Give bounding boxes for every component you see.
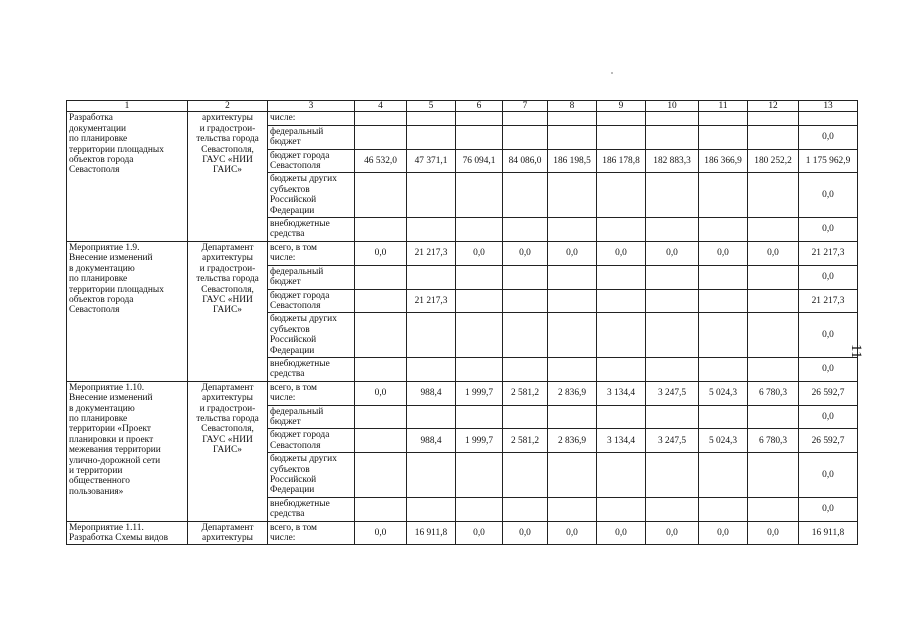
year-value-cell: 186 198,5 bbox=[548, 149, 597, 173]
column-header: 7 bbox=[503, 101, 548, 112]
year-value-cell bbox=[748, 289, 799, 313]
year-value-cell bbox=[407, 405, 456, 429]
year-value-cell: 0,0 bbox=[699, 241, 748, 265]
year-value-cell: 6 780,3 bbox=[748, 429, 799, 453]
funding-source-cell: числе: bbox=[268, 112, 355, 125]
year-value-cell bbox=[597, 313, 646, 358]
funding-source-cell: федеральный бюджет bbox=[268, 405, 355, 429]
year-value-cell: 0,0 bbox=[355, 381, 407, 405]
year-value-cell bbox=[748, 173, 799, 218]
year-value-cell bbox=[503, 218, 548, 242]
year-value-cell bbox=[456, 218, 503, 242]
year-value-cell bbox=[699, 125, 748, 149]
column-header: 11 bbox=[699, 101, 748, 112]
year-value-cell bbox=[355, 429, 407, 453]
year-value-cell: 0,0 bbox=[355, 241, 407, 265]
executor-cell: Департамент архитектуры и градострои- тельства города Севастополя, ГАУС «НИИ ГАИС» bbox=[188, 381, 268, 521]
year-value-cell bbox=[748, 453, 799, 498]
year-value-cell bbox=[699, 497, 748, 521]
total-value-cell: 26 592,7 bbox=[799, 429, 858, 453]
year-value-cell bbox=[646, 112, 699, 125]
year-value-cell bbox=[548, 125, 597, 149]
year-value-cell bbox=[407, 357, 456, 381]
year-value-cell bbox=[355, 357, 407, 381]
year-value-cell bbox=[456, 497, 503, 521]
year-value-cell bbox=[597, 405, 646, 429]
funding-source-cell: внебюджетные средства bbox=[268, 357, 355, 381]
year-value-cell: 0,0 bbox=[548, 241, 597, 265]
year-value-cell bbox=[355, 112, 407, 125]
year-value-cell bbox=[748, 497, 799, 521]
year-value-cell: 3 247,5 bbox=[646, 429, 699, 453]
funding-source-cell: внебюджетные средства bbox=[268, 497, 355, 521]
year-value-cell bbox=[646, 265, 699, 289]
year-value-cell bbox=[407, 265, 456, 289]
year-value-cell bbox=[646, 173, 699, 218]
year-value-cell: 84 086,0 bbox=[503, 149, 548, 173]
year-value-cell bbox=[597, 112, 646, 125]
year-value-cell bbox=[699, 357, 748, 381]
scan-speck bbox=[611, 72, 613, 74]
header-row bbox=[67, 101, 858, 112]
year-value-cell bbox=[699, 265, 748, 289]
year-value-cell bbox=[407, 453, 456, 498]
year-value-cell bbox=[699, 313, 748, 358]
total-value-cell: 21 217,3 bbox=[799, 241, 858, 265]
budget-table-container bbox=[66, 100, 857, 545]
column-header: 3 bbox=[268, 101, 355, 112]
column-header: 12 bbox=[748, 101, 799, 112]
year-value-cell bbox=[748, 405, 799, 429]
year-value-cell: 0,0 bbox=[597, 521, 646, 545]
year-value-cell: 0,0 bbox=[597, 241, 646, 265]
year-value-cell bbox=[646, 218, 699, 242]
budget-table bbox=[66, 100, 858, 545]
year-value-cell: 0,0 bbox=[699, 521, 748, 545]
year-value-cell bbox=[503, 453, 548, 498]
year-value-cell bbox=[355, 125, 407, 149]
year-value-cell bbox=[748, 218, 799, 242]
year-value-cell bbox=[646, 313, 699, 358]
funding-source-cell: всего, в том числе: bbox=[268, 241, 355, 265]
year-value-cell bbox=[456, 265, 503, 289]
year-value-cell bbox=[407, 125, 456, 149]
year-value-cell: 16 911,8 bbox=[407, 521, 456, 545]
activity-name-cell: Мероприятие 1.9. Внесение изменений в документацию по планировке территории площадных объектов города Севастополя bbox=[67, 241, 188, 381]
year-value-cell bbox=[699, 173, 748, 218]
total-value-cell: 0,0 bbox=[799, 173, 858, 218]
executor-cell: Департамент архитектуры bbox=[188, 521, 268, 545]
year-value-cell bbox=[646, 357, 699, 381]
year-value-cell bbox=[355, 405, 407, 429]
year-value-cell bbox=[597, 125, 646, 149]
year-value-cell bbox=[548, 289, 597, 313]
year-value-cell: 6 780,3 bbox=[748, 381, 799, 405]
year-value-cell bbox=[548, 313, 597, 358]
year-value-cell bbox=[699, 218, 748, 242]
year-value-cell bbox=[456, 313, 503, 358]
column-header: 10 bbox=[646, 101, 699, 112]
table-row bbox=[67, 521, 858, 545]
year-value-cell bbox=[748, 313, 799, 358]
year-value-cell bbox=[548, 265, 597, 289]
total-value-cell: 0,0 bbox=[799, 405, 858, 429]
year-value-cell bbox=[548, 218, 597, 242]
funding-source-cell: всего, в том числе: bbox=[268, 521, 355, 545]
funding-source-cell: бюджет города Севастополя bbox=[268, 429, 355, 453]
year-value-cell bbox=[355, 173, 407, 218]
column-header: 9 bbox=[597, 101, 646, 112]
year-value-cell bbox=[355, 313, 407, 358]
year-value-cell bbox=[597, 453, 646, 498]
year-value-cell bbox=[699, 112, 748, 125]
column-header: 6 bbox=[456, 101, 503, 112]
year-value-cell: 0,0 bbox=[646, 241, 699, 265]
year-value-cell bbox=[548, 112, 597, 125]
year-value-cell bbox=[503, 173, 548, 218]
year-value-cell bbox=[456, 405, 503, 429]
funding-source-cell: федеральный бюджет bbox=[268, 265, 355, 289]
year-value-cell bbox=[456, 112, 503, 125]
year-value-cell bbox=[456, 357, 503, 381]
year-value-cell bbox=[407, 173, 456, 218]
year-value-cell: 0,0 bbox=[355, 521, 407, 545]
total-value-cell: 0,0 bbox=[799, 453, 858, 498]
year-value-cell: 182 883,3 bbox=[646, 149, 699, 173]
total-value-cell: 0,0 bbox=[799, 125, 858, 149]
year-value-cell bbox=[503, 405, 548, 429]
funding-source-cell: федеральный бюджет bbox=[268, 125, 355, 149]
year-value-cell bbox=[597, 173, 646, 218]
year-value-cell bbox=[646, 125, 699, 149]
year-value-cell: 0,0 bbox=[456, 521, 503, 545]
year-value-cell bbox=[503, 265, 548, 289]
year-value-cell: 988,4 bbox=[407, 381, 456, 405]
year-value-cell: 2 836,9 bbox=[548, 429, 597, 453]
total-value-cell: 21 217,3 bbox=[799, 289, 858, 313]
funding-source-cell: всего, в том числе: bbox=[268, 381, 355, 405]
year-value-cell bbox=[748, 357, 799, 381]
total-value-cell: 0,0 bbox=[799, 313, 858, 358]
year-value-cell bbox=[503, 289, 548, 313]
year-value-cell: 5 024,3 bbox=[699, 381, 748, 405]
year-value-cell bbox=[748, 112, 799, 125]
year-value-cell: 21 217,3 bbox=[407, 241, 456, 265]
year-value-cell bbox=[699, 405, 748, 429]
year-value-cell: 5 024,3 bbox=[699, 429, 748, 453]
year-value-cell bbox=[597, 497, 646, 521]
year-value-cell bbox=[503, 497, 548, 521]
year-value-cell bbox=[699, 289, 748, 313]
funding-source-cell: бюджеты других субъектов Российской Федерации bbox=[268, 453, 355, 498]
activity-name-cell: Мероприятие 1.11. Разработка Схемы видов bbox=[67, 521, 188, 545]
total-value-cell: 0,0 bbox=[799, 357, 858, 381]
year-value-cell: 180 252,2 bbox=[748, 149, 799, 173]
page-number: 11 bbox=[848, 344, 864, 359]
year-value-cell: 0,0 bbox=[503, 521, 548, 545]
year-value-cell bbox=[407, 112, 456, 125]
funding-source-cell: бюджет города Севастополя bbox=[268, 289, 355, 313]
column-header: 13 bbox=[799, 101, 858, 112]
year-value-cell: 1 999,7 bbox=[456, 429, 503, 453]
year-value-cell: 0,0 bbox=[748, 521, 799, 545]
table-body bbox=[67, 101, 858, 545]
column-header: 4 bbox=[355, 101, 407, 112]
year-value-cell bbox=[456, 453, 503, 498]
total-value-cell: 0,0 bbox=[799, 265, 858, 289]
year-value-cell: 186 366,9 bbox=[699, 149, 748, 173]
year-value-cell bbox=[355, 497, 407, 521]
funding-source-cell: бюджеты других субъектов Российской Федерации bbox=[268, 313, 355, 358]
year-value-cell bbox=[548, 405, 597, 429]
year-value-cell bbox=[407, 497, 456, 521]
executor-cell: архитектуры и градострои- тельства города Севастополя, ГАУС «НИИ ГАИС» bbox=[188, 112, 268, 241]
total-value-cell: 1 175 962,9 bbox=[799, 149, 858, 173]
year-value-cell bbox=[748, 125, 799, 149]
executor-cell: Департамент архитектуры и градострои- тельства города Севастополя, ГАУС «НИИ ГАИС» bbox=[188, 241, 268, 381]
year-value-cell: 1 999,7 bbox=[456, 381, 503, 405]
year-value-cell: 186 178,8 bbox=[597, 149, 646, 173]
total-value-cell: 26 592,7 bbox=[799, 381, 858, 405]
year-value-cell: 0,0 bbox=[548, 521, 597, 545]
year-value-cell: 46 532,0 bbox=[355, 149, 407, 173]
year-value-cell: 3 247,5 bbox=[646, 381, 699, 405]
year-value-cell bbox=[597, 265, 646, 289]
funding-source-cell: бюджеты других субъектов Российской Федерации bbox=[268, 173, 355, 218]
activity-name-cell: Мероприятие 1.10. Внесение изменений в документацию по планировке территории «Проект планировки и проект межевания территории улично-дорожной сети и территории общественного пользования» bbox=[67, 381, 188, 521]
year-value-cell bbox=[407, 313, 456, 358]
year-value-cell bbox=[503, 313, 548, 358]
year-value-cell: 0,0 bbox=[748, 241, 799, 265]
year-value-cell bbox=[597, 218, 646, 242]
year-value-cell: 0,0 bbox=[503, 241, 548, 265]
total-value-cell: 0,0 bbox=[799, 218, 858, 242]
total-value-cell bbox=[799, 112, 858, 125]
year-value-cell bbox=[456, 125, 503, 149]
year-value-cell bbox=[548, 453, 597, 498]
year-value-cell: 47 371,1 bbox=[407, 149, 456, 173]
year-value-cell bbox=[597, 357, 646, 381]
column-header: 8 bbox=[548, 101, 597, 112]
year-value-cell bbox=[456, 173, 503, 218]
year-value-cell bbox=[748, 265, 799, 289]
total-value-cell: 0,0 bbox=[799, 497, 858, 521]
year-value-cell: 0,0 bbox=[646, 521, 699, 545]
total-value-cell: 16 911,8 bbox=[799, 521, 858, 545]
year-value-cell: 3 134,4 bbox=[597, 381, 646, 405]
year-value-cell bbox=[355, 453, 407, 498]
activity-name-cell: Разработка документации по планировке территории площадных объектов города Севастополя bbox=[67, 112, 188, 241]
year-value-cell bbox=[548, 497, 597, 521]
year-value-cell: 2 836,9 bbox=[548, 381, 597, 405]
year-value-cell bbox=[355, 218, 407, 242]
year-value-cell: 2 581,2 bbox=[503, 381, 548, 405]
year-value-cell bbox=[355, 289, 407, 313]
funding-source-cell: бюджет города Севастополя bbox=[268, 149, 355, 173]
year-value-cell bbox=[503, 357, 548, 381]
year-value-cell bbox=[646, 405, 699, 429]
year-value-cell: 0,0 bbox=[456, 241, 503, 265]
year-value-cell bbox=[456, 289, 503, 313]
table-row bbox=[67, 241, 858, 265]
year-value-cell bbox=[699, 453, 748, 498]
year-value-cell bbox=[503, 112, 548, 125]
year-value-cell: 988,4 bbox=[407, 429, 456, 453]
column-header: 1 bbox=[67, 101, 188, 112]
year-value-cell bbox=[548, 357, 597, 381]
year-value-cell: 21 217,3 bbox=[407, 289, 456, 313]
column-header: 5 bbox=[407, 101, 456, 112]
table-row bbox=[67, 112, 858, 125]
year-value-cell bbox=[597, 289, 646, 313]
funding-source-cell: внебюджетные средства bbox=[268, 218, 355, 242]
year-value-cell bbox=[548, 173, 597, 218]
table-row bbox=[67, 381, 858, 405]
year-value-cell bbox=[355, 265, 407, 289]
year-value-cell bbox=[646, 453, 699, 498]
year-value-cell: 3 134,4 bbox=[597, 429, 646, 453]
year-value-cell bbox=[407, 218, 456, 242]
column-header: 2 bbox=[188, 101, 268, 112]
year-value-cell bbox=[503, 125, 548, 149]
year-value-cell: 2 581,2 bbox=[503, 429, 548, 453]
year-value-cell bbox=[646, 497, 699, 521]
year-value-cell: 76 094,1 bbox=[456, 149, 503, 173]
year-value-cell bbox=[646, 289, 699, 313]
